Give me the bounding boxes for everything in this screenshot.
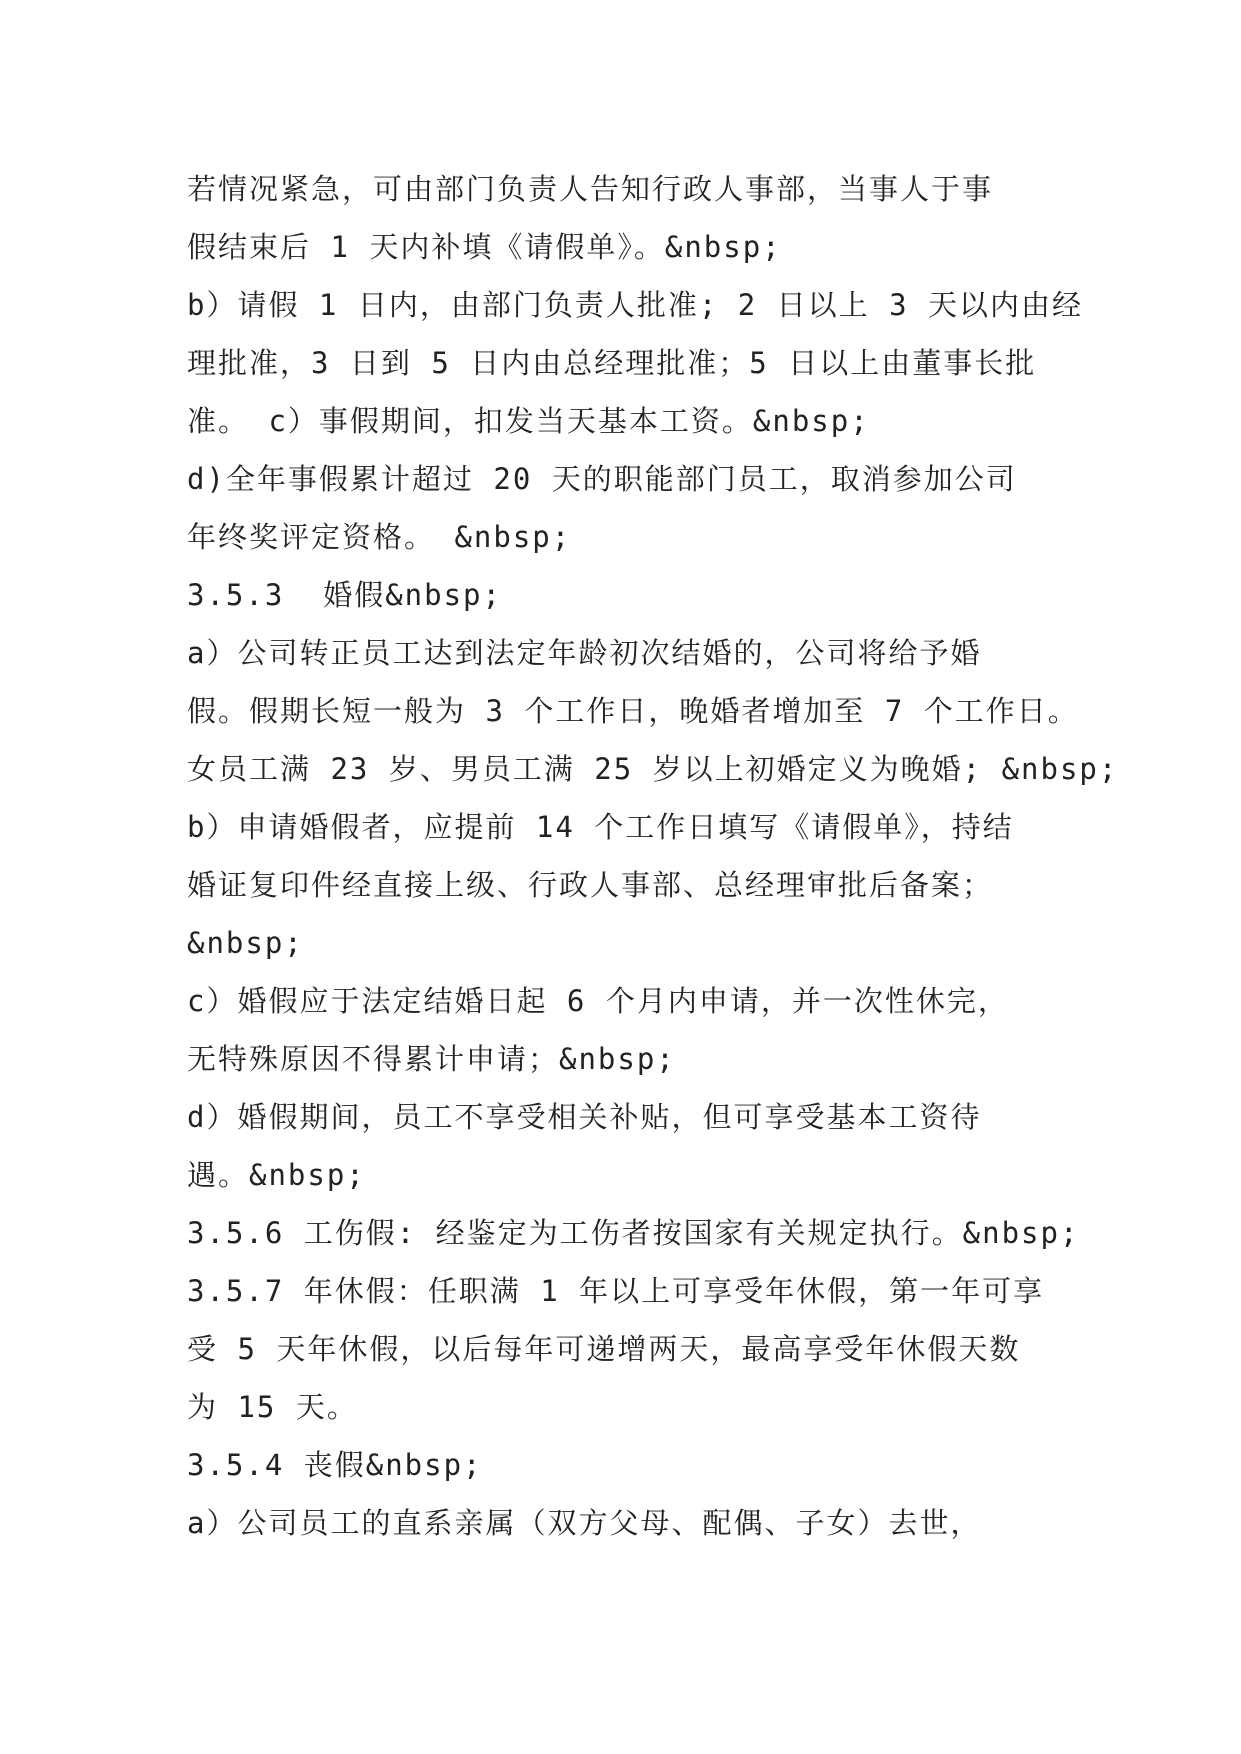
text-line: 为 15 天。 — [187, 1390, 358, 1424]
text-line: 若情况紧急，可由部门负责人告知行政人事部，当事人于事 — [187, 172, 994, 206]
text-line: 受 5 天年休假，以后每年可递增两天，最高享受年休假天数 — [187, 1332, 1021, 1366]
text-line: 理批准，3 日到 5 日内由总经理批准；5 日以上由董事长批 — [187, 346, 1037, 380]
text-line: 女员工满 23 岁、男员工满 25 岁以上初婚定义为晚婚; &nbsp; — [187, 752, 1119, 786]
text-line: 准。 c）事假期间，扣发当天基本工资。&nbsp; — [187, 404, 870, 438]
text-line: a）公司转正员工达到法定年龄初次结婚的，公司将给予婚 — [187, 636, 982, 670]
text-line: 婚证复印件经直接上级、行政人事部、总经理审批后备案； — [187, 868, 994, 902]
text-line: 年终奖评定资格。 &nbsp; — [187, 520, 572, 554]
text-line: a）公司员工的直系亲属（双方父母、配偶、子女）去世， — [187, 1506, 982, 1540]
text-line: b）申请婚假者，应提前 14 个工作日填写《请假单》，持结 — [187, 810, 1014, 844]
text-line: &nbsp; — [187, 926, 304, 960]
text-line: 无特殊原因不得累计申请；&nbsp; — [187, 1042, 676, 1076]
section-heading: 3.5.7 年休假：任职满 1 年以上可享受年休假，第一年可享 — [187, 1274, 1045, 1308]
section-heading: 3.5.4 丧假&nbsp; — [187, 1448, 483, 1482]
text-line: d)全年事假累计超过 20 天的职能部门员工，取消参加公司 — [187, 462, 1017, 496]
text-line: 假。假期长短一般为 3 个工作日，晚婚者增加至 7 个工作日。 — [187, 694, 1079, 728]
section-heading: 3.5.6 工伤假: 经鉴定为工伤者按国家有关规定执行。&nbsp; — [187, 1216, 1080, 1250]
text-line: d）婚假期间，员工不享受相关补贴，但可享受基本工资待 — [187, 1100, 982, 1134]
text-line: 遇。&nbsp; — [187, 1158, 366, 1192]
text-line: 假结束后 1 天内补填《请假单》。&nbsp; — [187, 230, 782, 264]
text-line: c）婚假应于法定结婚日起 6 个月内申请，并一次性休完， — [187, 984, 1009, 1018]
text-line: b）请假 1 日内，由部门负责人批准; 2 日以上 3 天以内由经 — [187, 288, 1084, 322]
document-body — [187, 160, 1119, 1552]
section-heading: 3.5.3 婚假&nbsp; — [187, 578, 502, 612]
